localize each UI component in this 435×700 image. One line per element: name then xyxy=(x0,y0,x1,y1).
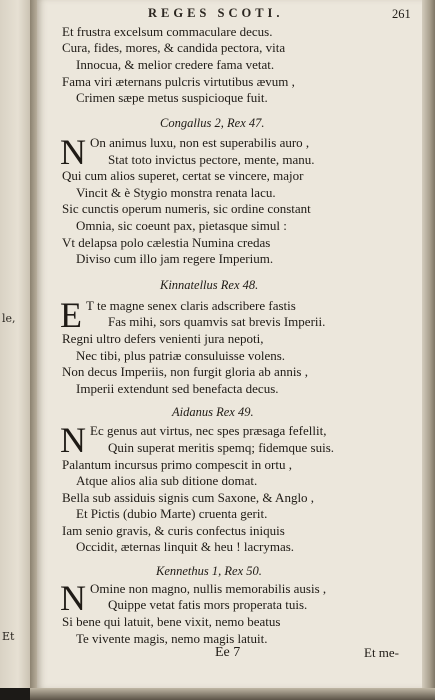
bottom-edge xyxy=(30,688,435,700)
section-heading: Congallus 2, Rex 47. xyxy=(160,116,265,130)
verse-line: Si bene qui latuit, bene vixit, nemo beatus xyxy=(62,614,281,629)
verse-line: Qui cum alios superet, certat se vincere, major xyxy=(62,168,304,183)
left-page-edge xyxy=(0,0,30,688)
verse-line: Imperii extendunt sed benefacta decus. xyxy=(76,381,279,396)
verse-line: Stat toto invictus pectore, mente, manu. xyxy=(108,152,315,167)
section-heading: Aidanus Rex 49. xyxy=(172,405,254,419)
verse-line: On animus luxu, non est superabilis auro , xyxy=(90,135,310,150)
section-heading: Kennethus 1, Rex 50. xyxy=(156,564,262,578)
verse-line: Fas mihi, sors quamvis sat brevis Imperii. xyxy=(108,314,326,329)
drop-cap: E xyxy=(60,295,82,335)
catchword: Et me- xyxy=(364,645,400,660)
verse-line: Diviso cum illo jam regere Imperium. xyxy=(76,251,274,266)
signature-mark: Ee 7 xyxy=(215,645,241,660)
verse-line: Fama viri æternans pulcris virtutibus ævum , xyxy=(62,74,295,89)
verse-line: Cura, fides, mores, & candida pectora, vita xyxy=(62,40,286,55)
verse-line: Te vivente magis, nemo magis latuit. xyxy=(76,631,268,646)
verse-line: Iam senio gravis, & curis confectus iniquis xyxy=(62,523,285,538)
verse-line: Quippe vetat fatis mors properata tuis. xyxy=(108,597,308,612)
page-edge xyxy=(422,0,435,690)
verse-line: Atque alios alia sub ditione domat. xyxy=(76,473,258,488)
left-margin-fragment: Et xyxy=(2,630,15,643)
verse-line: Et Pictis (dubio Marte) cruenta gerit. xyxy=(76,506,268,521)
verse-line: T te magne senex claris adscribere fastis xyxy=(86,298,296,313)
verse-line: Ec genus aut virtus, nec spes præsaga fefellit, xyxy=(90,423,327,438)
verse-line: Crimen sæpe metus suspicioque fuit. xyxy=(76,90,268,105)
verse-line: Innocua, & melior credere fama vetat. xyxy=(76,57,275,72)
section-heading: Kinnatellus Rex 48. xyxy=(160,278,259,292)
verse-line: Omnia, sic coeunt pax, pietasque simul : xyxy=(76,218,287,233)
verse-line: Bella sub assiduis signis cum Saxone, & Anglo , xyxy=(62,490,315,505)
running-head: REGES SCOTI. xyxy=(148,6,284,20)
verse-line: Vt delapsa polo cælestia Numina credas xyxy=(62,235,271,250)
verse-line: Vincit & è Stygio monstra renata lacu. xyxy=(76,185,276,200)
verse-line: Regni ultro defers venienti jura nepoti, xyxy=(62,331,264,346)
verse-line: Sic cunctis operum numeris, sic ordine constant xyxy=(62,201,311,216)
page-number: 261 xyxy=(392,7,411,21)
verse-line: Occidit, æternas linquit & heu ! lacrymas. xyxy=(76,539,295,554)
verse-line: Et frustra excelsum commaculare decus. xyxy=(62,24,273,39)
verse-line: Palantum incursus primo compescit in ortu , xyxy=(62,457,292,472)
drop-cap: N xyxy=(60,578,86,618)
verse-line: Omine non magno, nullis memorabilis ausis , xyxy=(90,581,327,596)
verse-line: Quin superat meritis spemq; fidemque suis. xyxy=(108,440,335,455)
drop-cap: N xyxy=(60,132,86,172)
verse-line: Non decus Imperiis, non furgit gloria ab annis , xyxy=(62,364,308,379)
drop-cap: N xyxy=(60,420,86,460)
verse-line: Nec tibi, plus patriæ consuluisse volens. xyxy=(76,348,286,363)
left-margin-fragment: le, xyxy=(2,312,16,325)
